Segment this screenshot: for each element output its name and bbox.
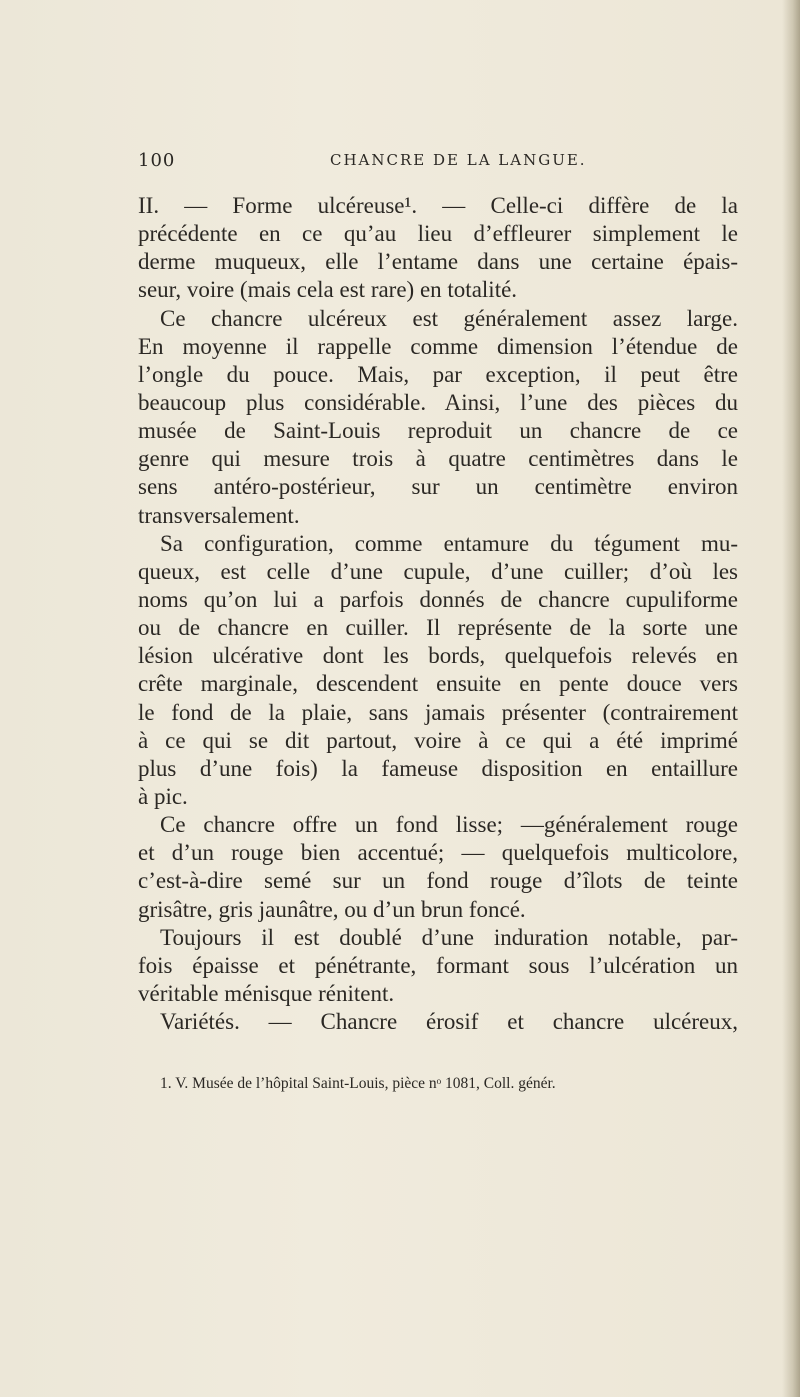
text-line: queux, est celle d’une cupule, d’une cuiller; d’où les	[138, 558, 738, 584]
text-line: et d’un rouge bien accentué; — quelquefois multicolore,	[138, 840, 738, 866]
text-line: noms qu’on lui a parfois donnés de chancre cupuliforme	[138, 586, 738, 612]
text-line: Sa configuration, comme entamure du tégument mu-	[160, 530, 738, 556]
text-line: seur, voire (mais cela est rare) en totalité.	[138, 277, 518, 303]
text-line: précédente en ce qu’au lieu d’effleurer simplement le	[138, 221, 738, 247]
page-header	[138, 150, 738, 174]
text-line: lésion ulcérative dont les bords, quelquefois relevés en	[138, 643, 738, 669]
text-line: grisâtre, gris jaunâtre, ou d’un brun foncé.	[138, 896, 526, 922]
text-line: transversalement.	[138, 502, 300, 528]
running-head: CHANCRE DE LA LANGUE.	[330, 151, 587, 169]
text-line: l’ongle du pouce. Mais, par exception, il peut être	[138, 361, 738, 387]
text-line: En moyenne il rappelle comme dimension l’étendue de	[138, 333, 738, 359]
text-line: à pic.	[138, 783, 188, 809]
text-line: derme muqueux, elle l’entame dans une certaine épais-	[138, 249, 738, 275]
text-line: Ce chancre offre un fond lisse; —généralement rouge	[160, 812, 738, 838]
text-line: musée de Saint-Louis reproduit un chancre de ce	[138, 418, 738, 444]
text-line: beaucoup plus considérable. Ainsi, l’une des pièces du	[138, 389, 738, 415]
text-line: genre qui mesure trois à quatre centimètres dans le	[138, 446, 738, 472]
page-number: 100	[138, 150, 176, 171]
text-line: Variétés. — Chancre érosif et chancre ulcéreux,	[160, 1009, 738, 1035]
text-line: véritable ménisque rénitent.	[138, 980, 395, 1006]
text-line: à ce qui se dit partout, voire à ce qui a été imprimé	[138, 727, 738, 753]
body-text	[138, 192, 738, 1036]
footnote: 1. V. Musée de l’hôpital Saint-Louis, pièce nᵒ 1081, Coll. génér.	[160, 1075, 556, 1092]
text-line: ou de chancre en cuiller. Il représente de la sorte une	[138, 615, 738, 641]
text-line: fois épaisse et pénétrante, formant sous l’ulcération un	[138, 952, 738, 978]
text-line: crête marginale, descendent ensuite en pente douce vers	[138, 671, 738, 697]
text-line: Toujours il est doublé d’une induration notable, par-	[160, 924, 738, 950]
text-line: Ce chancre ulcéreux est généralement assez large.	[160, 305, 738, 331]
text-line: II. — Forme ulcéreuse¹. — Celle-ci diffère de la	[138, 193, 738, 218]
page-edge-shadow	[782, 0, 800, 1397]
text-line: le fond de la plaie, sans jamais présenter (contrairement	[138, 699, 738, 725]
text-line: sens antéro-postérieur, sur un centimètre environ	[138, 474, 738, 500]
text-line: plus d’une fois) la fameuse disposition en entaillure	[138, 755, 738, 781]
text-line: c’est-à-dire semé sur un fond rouge d’îlots de teinte	[138, 868, 738, 894]
